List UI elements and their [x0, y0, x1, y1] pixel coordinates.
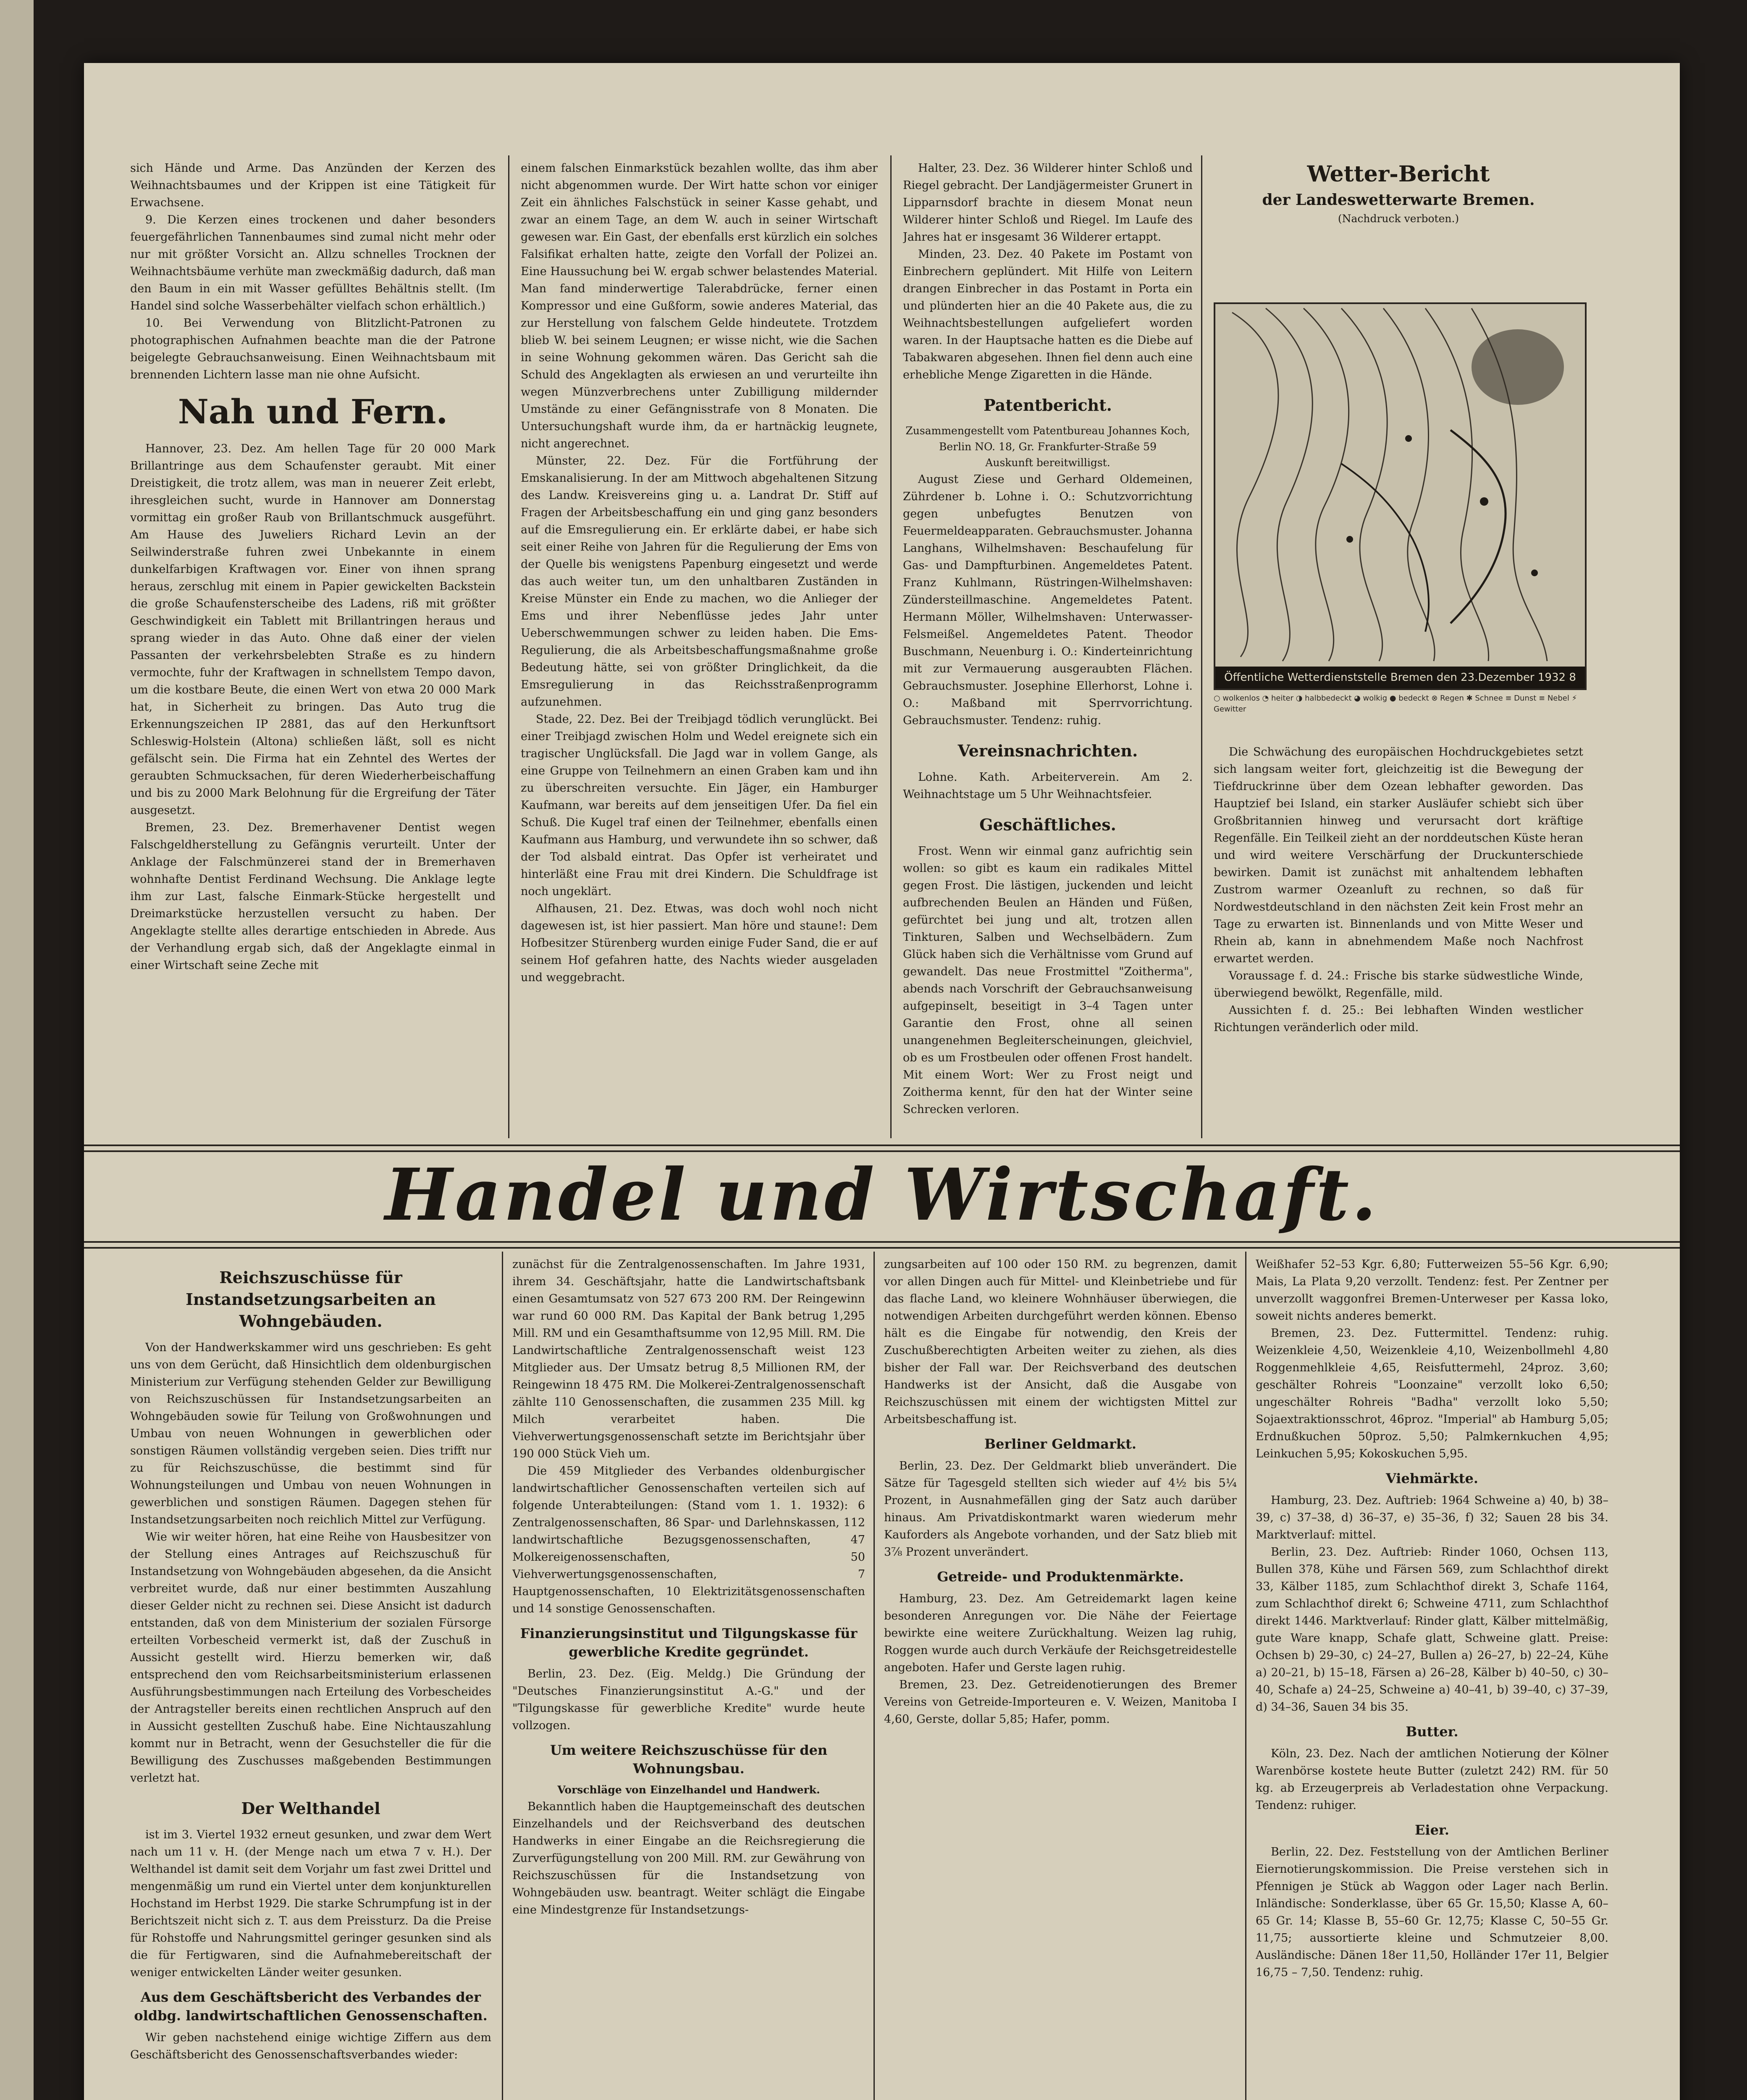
weather-legend: ○ wolkenlos ◔ heiter ◑ halbbedeckt ◕ wolkig ● bedeckt ⊗ Regen ✱ Schnee ≡ Dunst ≡ Nebel ⚡ Gewitter: [1214, 694, 1577, 714]
patent-subheading-2: Auskunft bereitwilligst.: [985, 457, 1110, 469]
econ-column-3: [884, 1256, 1237, 2100]
weather-forecast-25: Aussichten f. d. 25.: Bei lebhaften Winden westlicher Richtungen veränderlich oder mild.: [1214, 1004, 1583, 1034]
wohnungsbau-heading: Um weitere Reichszuschüsse für den Wohnungsbau.: [550, 1742, 828, 1777]
intro-paragraph: sich Hände und Arme. Das Anzünden der Kerzen des Weihnachtsbaumes und der Krippen ist eine Tätigkeit für Erwachsene.: [130, 162, 496, 209]
reichszuschuesse-body-2: Wie wir weiter hören, hat eine Reihe von Hausbesitzer von der Stellung eines Antrages auf Reichszuschuß für Instandsetzung von Wohngebäuden abgesehen, da die Ansicht verbreitet wurde, daß nur einer bestimmten Auszahlung dieser Gelder nicht zu rechnen sei. Diese Ansicht ist dadurch entstanden, daß von dem Ministerium der sozialen Fürsorge erteilten Vorbescheid vermerkt ist, daß der Zuschuß in Aussicht gestellt wird. Hierzu bemerken wir, daß entsprechend den vom Reichsarbeitsministerium erlassenen Ausführungsbestimmungen nach Erteilung des Vorbescheides der Antragsteller bereits einen rechtlichen Anspruch auf den in Aussicht gestellten Zuschuß habe. Eine Nichtauszahlung kommt nur in Betracht, wenn der Gesuchsteller die für die Bewilligung des Zuschusses maßgebenden Bestimmungen verletzt hat.: [130, 1530, 491, 1785]
column-rule: [508, 155, 509, 1138]
econ-column-4: [1256, 1256, 1608, 2100]
eier-body: Berlin, 22. Dez. Feststellung von der Amtlichen Berliner Eiernotierungskommission. Die Preise verstehen sich in Pfennigen je Stück ab Waggon oder Lager nach Berlin. Inländische: Sonderklasse, über 65 Gr. 15,50; Klasse A, 60–65 Gr. 14; Klasse B, 55–60 Gr. 12,75; Klasse C, 50–55 Gr. 11,75; aussortierte kleine und Schmutzeier 8,00. Ausländische: Dänen 18er 11,50, Holländer 17er 11, Belgier 16,75 – 7,50. Tendenz: ruhig.: [1256, 1845, 1608, 1979]
weather-note: (Nachdruck verboten.): [1338, 213, 1459, 225]
column-left-top: [130, 160, 496, 1138]
adjacent-page-edge: [0, 0, 34, 2100]
banner-rule-bottom: [84, 1241, 1680, 1249]
getreide-continued: Weißhafer 52–53 Kgr. 6,80; Futterweizen 55–56 Kgr. 6,90; Mais, La Plata 9,20 verzollt. Tendenz: fest. Per Zentner per unverzollt waggonfrei Bremen-Unterweser per Kassa loko, soweit nichts anderes bemerkt.: [1256, 1258, 1608, 1323]
weather-header: [1214, 160, 1583, 298]
patent-body: August Ziese und Gerhard Oldemeinen, Zührdener b. Lohne i. O.: Schutzvorrichtung gegen unbefugtes Benutzen von Feuermeldeapparaten. Gebrauchsmuster. Johanna Langhans, Wilhelmshaven: Beschaufelung für Gas- und Dampfturbinen. Angemeldetes Patent. Franz Kuhlmann, Rüstringen-Wilhelmshaven: Zündersteillmaschine. Angemeldetes Patent. Hermann Möller, Wilhelmshaven: Unterwasser-Felsmeißel. Angemeldetes Patent. Theodor Buschmann, Neuenburg i. O.: Kinderteinrichtung mit zur Vermauerung ausgeraubten Flächen. Gebrauchsmuster. Josephine Ellerhorst, Lohne i. O.: Maßband mit Sperrvorrichtung. Gebrauchsmuster. Tendenz: ruhig.: [903, 473, 1193, 727]
viehmaerkte-heading: Viehmärkte.: [1386, 1470, 1478, 1486]
patent-subheading: Zusammengestellt vom Patentbureau Johannes Koch, Berlin NO. 18, Gr. Frankfurter-Straße 59: [905, 425, 1190, 453]
column-rule: [1245, 1252, 1246, 2100]
welthandel-body: ist im 3. Viertel 1932 erneut gesunken, und zwar dem Wert nach um 11 v. H. (der Menge nach um etwa 7 v. H.). Der Welthandel ist damit seit dem Vorjahr um fast zwei Drittel und mengenmäßig um rund ein Viertel unter dem konjunkturellen Hochstand im Herbst 1929. Die starke Schrumpfung ist in der Berichtszeit nicht sich z. T. aus dem Preissturz. Da die Preise für Rohstoffe und Nahrungsmittel geringer gesunken sind als die für Fertigwaren, sind die Aufnahmebereitschaft der weniger entwickelten Länder weiter gesunken.: [130, 1828, 491, 1979]
viehmaerkte-berlin: Berlin, 23. Dez. Auftrieb: Rinder 1060, Ochsen 113, Bullen 378, Kühe und Färsen 569, zum Schlachthof direkt 33, Kälber 1185, zum Schlachthof direkt 3, Schafe 1164, zum Schlachthof direkt 6; Schweine 4711, zum Schlachthof direkt 1446. Marktverlauf: Rinder glatt, Kälber mittelmäßig, gute Ware knapp, Schafe glatt, Schweine glatt. Preise: Ochsen b) 29–30, c) 24–27, Bullen a) 26–27, b) 22–24, Kühe a) 20–21, b) 15–18, Färsen a) 26–28, Kälber b) 40–50, c) 30–40, Schafe a) 24–25, Schweine a) 40–41, b) 39–40, c) 37–39, d) 34–36, Sauen 34 bis 35.: [1256, 1546, 1608, 1714]
column-middle-top: [521, 160, 878, 1138]
butter-heading: Butter.: [1406, 1724, 1458, 1740]
section-heading-nah-und-fern: Nah und Fern.: [178, 392, 448, 431]
futtermittel-body: Bremen, 23. Dez. Futtermittel. Tendenz: ruhig. Weizenkleie 4,50, Weizenkleie 4,10, Weizenbollmehl 4,80 Roggenmehlkleie 4,65, Reisfuttermehl, 24proz. 3,60; geschälter Rohreis "Loonzaine" verzollt loko 6,50; ungeschälter Rohreis "Badha" verzollt loko 5,50; Sojaextraktionsschrot, 46proz. "Imperial" ab Hamburg 5,05; Erdnußkuchen 50proz. 5,50; Palmkernkuchen 4,95; Leinkuchen 5,95; Kokoskuchen 5,95.: [1256, 1327, 1608, 1460]
reichszuschuesse-heading: Reichszuschüsse für Instandsetzungsarbeiten an Wohngebäuden.: [186, 1268, 436, 1331]
weather-report: [1214, 743, 1583, 1138]
column-right-top: [903, 160, 1193, 1138]
section-banner: [84, 1144, 1680, 1241]
article-bremen-dentist: Bremen, 23. Dez. Bremerhavener Dentist wegen Falschgeldherstellung zu Gefängnis verurteilt. Unter der Anklage der Falschmünzerei stand der in Bremerhaven wohnhafte Dentist Ferdinand Wechsung. Die Anklage legte ihm zur Last, falsche Einmark-Stücke hergestellt und Dreimarkstücke herzustellen versucht zu haben. Der Angeklagte stellte alles derartige entschieden in Abrede. Aus der Verhandlung ergab sich, daß der Angeklagte einmal in einer Wirtschaft seine Zeche mit: [130, 821, 496, 972]
weather-map-isobars: [1215, 304, 1585, 665]
welthandel-heading: Der Welthandel: [241, 1799, 380, 1818]
column-rule: [874, 1252, 875, 2100]
article-hannover: Hannover, 23. Dez. Am hellen Tage für 20 000 Mark Brillantringe aus dem Schaufenster geraubt. Mit einer Dreistigkeit, die trotz allem, was man in neuerer Zeit erlebt, ihresgleichen sucht, wurde in Hannover am Donnerstag vormittag ein großer Raub von Brillantschmuck ausgeführt. Am Hause des Juweliers Richard Levin an der Seilwinderstraße fuhren zwei Unbekannte in einem dunkelfarbigen Kraftwagen vor. Einer von ihnen sprang heraus, zerschlug mit einem in Papier gewickelten Backstein die große Schaufensterscheibe des Ladens, riß mit größter Geschwindigkeit ein Tablett mit Brillantringen heraus und sprang wieder in das Auto. Ohne daß einer der vielen Passanten der verkehrsbelebten Straße es zu hindern vermochte, fuhr der Kraftwagen in schnellstem Tempo davon, um die kostbare Beute, die einen Wert von etwa 20 000 Mark hat, in Sicherheit zu bringen. Das Auto trug die Erkennungszeichen IP 2881, das auf den Herkunftsort Schleswig-Holstein (Altona) schließen läßt, soll es nicht gefälscht sein. Die Firma hat ein Zehntel des Wertes der geraubten Schmucksachen, für deren Wiederherbeischaffung und bis zu 2000 Mark Belohnung für die Ergreifung der Täter ausgesetzt.: [130, 442, 496, 817]
column-rule: [502, 1252, 503, 2100]
verein-heading: Vereinsnachrichten.: [957, 741, 1138, 760]
genossenschaft-heading: Aus dem Geschäftsbericht des Verbandes der oldbg. landwirtschaftlichen Genossenschaften.: [134, 1989, 488, 2024]
viehmaerkte-hamburg: Hamburg, 23. Dez. Auftrieb: 1964 Schweine a) 40, b) 38–39, c) 37–38, d) 36–37, e) 35–36, f) 32; Sauen 28 bis 34. Marktverlauf: mittel.: [1256, 1494, 1608, 1541]
banner-title: Handel und Wirtschaft.: [385, 1153, 1379, 1237]
getreide-bremen: Bremen, 23. Dez. Getreidenotierungen des Bremer Vereins von Getreide-Importeuren e. V. Weizen, Manitoba I 4,60, Gerste, dollar 5,85; Hafer, pomm.: [884, 1678, 1237, 1726]
patent-heading: Patentbericht.: [984, 396, 1112, 415]
weather-forecast-24: Voraussage f. d. 24.: Frische bis starke südwestliche Winde, überwiegend bewölkt, Regenfälle, mild.: [1214, 969, 1583, 1000]
wohnungsbau-continued: zungsarbeiten auf 100 oder 150 RM. zu begrenzen, damit vor allen Dingen auch für Mittel- und Kleinbetriebe und für das flache Land, wo kleinere Wohnhäuser überwiegen, die notwendigen Arbeiten durchgeführt werden können. Ebenso hält es die Eingabe für notwendig, den Kreis der Zuschußberechtigten Arbeiten weiter zu ziehen, als dies bisher der Fall war. Der Reichsverband des deutschen Handwerks ist der Ansicht, daß die Ausgabe von Reichszuschüssen mit einem der wichtigsten Mittel zur Arbeitsbeschaffung ist.: [884, 1258, 1237, 1426]
safety-item-9: 9. Die Kerzen eines trockenen und daher besonders feuergefährlichen Tannenbaumes sind zumal nicht mehr oder nur mit größter Vorsicht an. Allzu schnelles Trocknen der Weihnachtsbäume verhüte man zweckmäßig dadurch, daß man den Baum in ein mit Wasser gefülltes Behältnis stellt. (Im Handel sind solche Wasserbehälter vielfach schon erhältlich.): [130, 213, 496, 312]
weather-map: [1214, 302, 1587, 690]
weather-body: Die Schwächung des europäischen Hochdruckgebietes setzt sich langsam weiter fort, gleichzeitig ist die Bewegung der Tiefdruckrinne über dem Ozean lebhafter geworden. Das Hauptzief bei Island, ein starker Ausläufer schiebt sich über Großbritannien hinweg und verursacht dort kräftige Regenfälle. Ein Teilkeil zieht an der norddeutschen Küste heran und wird weitere Verschärfung der Druckunterschiede bewirken. Damit ist zunächst mit anhaltendem lebhaften Zustrom warmer Ozeanluft zu rechnen, so daß für Nordwestdeutschland in den nächsten Zeit kein Frost mehr an Tage zu erwarten ist. Binnenlands und von Mitte Weser und Rhein ab, kann in abnehmendem Maße noch Nachfrost erwartet werden.: [1214, 746, 1583, 965]
weather-map-caption: Öffentliche Wetterdienststelle Bremen den 23.Dezember 1932 8: [1215, 667, 1585, 688]
newspaper-page: [84, 63, 1680, 2100]
wohnungsbau-subheading: Vorschläge von Einzelhandel und Handwerk.: [557, 1784, 820, 1796]
column-rule: [890, 155, 892, 1138]
geschaeft-heading: Geschäftliches.: [979, 815, 1116, 834]
eier-heading: Eier.: [1415, 1822, 1449, 1838]
reichszuschuesse-body: Von der Handwerkskammer wird uns geschrieben: Es geht uns von dem Gerücht, daß Hinsichtlich dem oldenburgischen Ministerium zur Verfügung stehenden Gelder zur Bewilligung von Reichszuschüssen für Instandsetzungsarbeiten an Wohngebäuden sowie für Teilung von Großwohnungen und Umbau von neuen Wohnungen in gewerblichen oder sonstigen Räumen vollständig vergeben seien. Dies trifft nur zu für Reichszuschüsse, die bestimmt sind für Wohnungsteilungen und Umbau von neuen Wohnungen in gewerblichen und sonstigen Räumen. Dagegen stehen für Instandsetzungsarbeiten noch reichlich Mittel zur Verfügung.: [130, 1341, 491, 1526]
article-bremen-continued: einem falschen Einmarkstück bezahlen wollte, das ihm aber nicht abgenommen wurde. Der Wirt hatte schon vor einiger Zeit ein ähnliches Falschstück in seiner Kasse gehabt, und zwar an einem Tage, an dem W. auch in seiner Wirtschaft gewesen war. Ein Gast, der ebenfalls erst kürzlich ein solches Falsifikat erhalten hatte, zeigte den Vorfall der Polizei an. Eine Haussuchung bei W. ergab schwer belastendes Material. Man fand minderwertige Talerabdrücke, ferner einen Kompressor und eine Gußform, sowie anderes Material, das zur Herstellung von falschem Gelde hindeutete. Trotzdem blieb W. bei seinem Leugnen; er wisse nicht, wie die Sachen in seine Wohnung gekommen wären. Das Gericht sah die Schuld des Angeklagten als erwiesen an und verurteilte ihn wegen Münzverbrechens unter Zubilligung mildernder Umstände zu einer Gefängnisstrafe von 8 Monaten. Die Untersuchungshaft wurde ihm, da er hartnäckig leugnete, nicht angerechnet.: [521, 162, 878, 450]
econ-column-2: [512, 1256, 865, 2100]
butter-body: Köln, 23. Dez. Nach der amtlichen Notierung der Kölner Warenbörse kostete heute Butter (zuletzt 242) RM. für 50 kg. ab Erzeugerpreis ab Verladestation ohne Verpackung. Tendenz: ruhiger.: [1256, 1747, 1608, 1812]
getreide-heading: Getreide- und Produktenmärkte.: [937, 1569, 1184, 1585]
genossenschaft-continued: zunächst für die Zentralgenossenschaften. Im Jahre 1931, ihrem 34. Geschäftsjahr, hatte die Landwirtschaftsbank einen Gesamtumsatz von 527 673 200 RM. Der Reingewinn war rund 60 000 RM. Das Kapital der Bank betrug 1,295 Mill. RM und ein Gesamthaftsumme von 12,95 Mill. RM. Die Landwirtschaftliche Zentralgenossenschaft weist 123 Mitglieder aus. Der Umsatz betrug 8,5 Millionen RM, der Reingewinn 18 475 RM. Die Molkerei-Zentralgenossenschaft zählte 110 Genossenschaften, die zusammen 235 Mill. kg Milch verarbeitet haben. Die Viehverwertungsgenossenschaft setzte im Berichtsjahr über 190 000 Stück Vieh um.: [512, 1258, 865, 1460]
weather-subtitle: der Landeswetterwarte Bremen.: [1262, 191, 1535, 209]
geldmarkt-heading: Berliner Geldmarkt.: [984, 1436, 1136, 1452]
genossenschaft-members: Die 459 Mitglieder des Verbandes oldenburgischer landwirtschaftlicher Genossenschaften verteilen sich auf folgende Unterabteilungen: (Stand vom 1. 1. 1932): 6 Zentralgenossenschaften, 86 Spar- und Darlehnskassen, 112 landwirtschaftliche Bezugsgenossenschaften, 47 Molkereigenossenschaften, 50 Viehverwertungsgenossenschaften, 7 Hauptgenossenschaften, 10 Elektrizitätsgenossenschaften und 14 sonstige Genossenschaften.: [512, 1465, 865, 1615]
safety-item-10: 10. Bei Verwendung von Blitzlicht-Patronen zu photographischen Aufnahmen beachte man die der Patrone beigelegte Gebrauchsanweisung. Einen Weihnachtsbaum mit brennenden Lichtern lasse man nie ohne Aufsicht.: [130, 317, 496, 381]
weather-title: Wetter-Bericht: [1307, 161, 1490, 187]
column-rule: [1201, 155, 1202, 1138]
article-halter: Halter, 23. Dez. 36 Wilderer hinter Schloß und Riegel gebracht. Der Landjägermeister Grunert in Lipparnsdorf brachte in diesem Monat neun Wilderer hinter Schloß und Riegel. Im Laufe des Jahres hat er insgesamt 36 Wilderer ertappt.: [903, 162, 1193, 244]
finanzierung-body: Berlin, 23. Dez. (Eig. Meldg.) Die Gründung der "Deutsches Finanzierungsinstitut A.-G." und der "Tilgungskasse für gewerbliche Kredite" wurde heute vollzogen.: [512, 1667, 865, 1732]
genossenschaft-body: Wir geben nachstehend einige wichtige Ziffern aus dem Geschäftsbericht des Genossenschaftsverbandes wieder:: [130, 2031, 491, 2061]
finanzierung-heading: Finanzierungsinstitut und Tilgungskasse für gewerbliche Kredite gegründet.: [520, 1625, 858, 1660]
geschaeft-body: Frost. Wenn wir einmal ganz aufrichtig sein wollen: so gibt es kaum ein radikales Mittel gegen Frost. Die lästigen, juckenden und leicht aufbrechenden Beulen an Händen und Füßen, gefürchtet bei jung und alt, trotzen allen Tinkturen, Salben und Wechselbädern. Zum Glück haben sich die Verhältnisse vom Grund auf gewandelt. Das neue Frostmittel "Zoitherma", abends nach Vorschrift der Gebrauchsanweisung aufgepinselt, beseitigt in 3–4 Tagen unter Garantie den Frost, ohne all seinen unangenehmen Begleiterscheinungen, gleichviel, ob es um Frostbeulen oder offenen Frost handelt. Mit einem Wort: Wer zu Frost neigt und Zoitherma kennt, für den hat der Winter seine Schrecken verloren.: [903, 845, 1193, 1116]
article-minden: Minden, 23. Dez. 40 Pakete im Postamt von Einbrechern geplündert. Mit Hilfe von Leitern drangen Einbrecher in das Postamt in Porta ein und plünderten hier an die 40 Pakete aus, die zu Weihnachtsbestellungen aufgeliefert worden waren. In der Hauptsache hatten es die Diebe auf Tabakwaren abgesehen. Ihnen fiel denn auch eine erhebliche Menge Zigaretten in die Hände.: [903, 248, 1193, 381]
article-stade: Stade, 22. Dez. Bei der Treibjagd tödlich verunglückt. Bei einer Treibjagd zwischen Holm und Wedel ereignete sich ein tragischer Unglücksfall. Die Jagd war in vollem Gange, als eine Gruppe von Teilnehmern an einen Graben kam und ihn zu überschreiten versuchte. Ein Jäger, ein Hamburger Kaufmann, war bereits auf dem jenseitigen Ufer. Da fiel ein Schuß. Die Kugel traf einen der Teilnehmer, ebenfalls einen Kaufmann aus Hamburg, und verwundete ihn so schwer, daß der Tod alsbald eintrat. Das Opfer ist verheiratet und hinterläßt eine Frau mit drei Kindern. Die Schuldfrage ist noch ungeklärt.: [521, 713, 878, 898]
getreide-body: Hamburg, 23. Dez. Am Getreidemarkt lagen keine besonderen Anregungen vor. Die Nähe der Feiertage bewirkte eine weitere Zurückhaltung. Weizen lag ruhig, Roggen wurde auch durch Verkäufe der Reichsgetreidestelle angeboten. Hafer und Gerste lagen ruhig.: [884, 1592, 1237, 1674]
verein-body: Lohne. Kath. Arbeiterverein. Am 2. Weihnachtstage um 5 Uhr Weihnachtsfeier.: [903, 771, 1193, 801]
geldmarkt-body: Berlin, 23. Dez. Der Geldmarkt blieb unverändert. Die Sätze für Tagesgeld stellten sich wieder auf 4½ bis 5¼ Prozent, in Ausnahmefällen ging der Satz auch darüber hinaus. Am Privatdiskontmarkt waren wiederum mehr Kauforders als Angebote vorhanden, und der Satz blieb mit 3⅞ Prozent unverändert.: [884, 1460, 1237, 1559]
article-muenster: Münster, 22. Dez. Für die Fortführung der Emskanalisierung. In der am Mittwoch abgehaltenen Sitzung des Landw. Kreisvereins ging u. a. Landrat Dr. Stiff auf Fragen der Arbeitsbeschaffung ein und ging ganz besonders auf die Emsregulierung ein. Er erklärte dabei, er habe sich seit einer Reihe von Jahren für die Regulierung der Ems von der Quelle bis wenigstens Papenburg eingesetzt und werde das auch weiter tun, um den unhaltbaren Zuständen in Kreise Münster ein Ende zu machen, wo die Anlieger der Ems und ihrer Nebenflüsse jedes Jahr unter Ueberschwemmungen schwer zu leiden haben. Die Ems-Regulierung, die als Arbeitsbeschaffungsmaßnahme große Bedeutung hätte, sei von größter Dringlichkeit, da die Emsregulierung in das Reichsstraßenprogramm aufzunehmen.: [521, 454, 878, 709]
econ-column-1: [130, 1256, 491, 2100]
wohnungsbau-body: Bekanntlich haben die Hauptgemeinschaft des deutschen Einzelhandels und der Reichsverband des deutschen Handwerks in einer Eingabe an die Reichsregierung die Zurverfügungstellung von 200 Mill. RM. zur Gewährung von Reichszuschüssen für die Instandsetzung von Wohngebäuden usw. beantragt. Weiter schlägt die Eingabe eine Mindestgrenze für Instandsetzungs-: [512, 1800, 865, 1916]
article-alfhausen: Alfhausen, 21. Dez. Etwas, was doch wohl noch nicht dagewesen ist, ist hier passiert. Man höre und staune!: Dem Hofbesitzer Stürenberg wurden einige Fuder Sand, die er auf seinem Hof gefahren hatte, des Nachts wieder ausgeladen und weggebracht.: [521, 902, 878, 984]
